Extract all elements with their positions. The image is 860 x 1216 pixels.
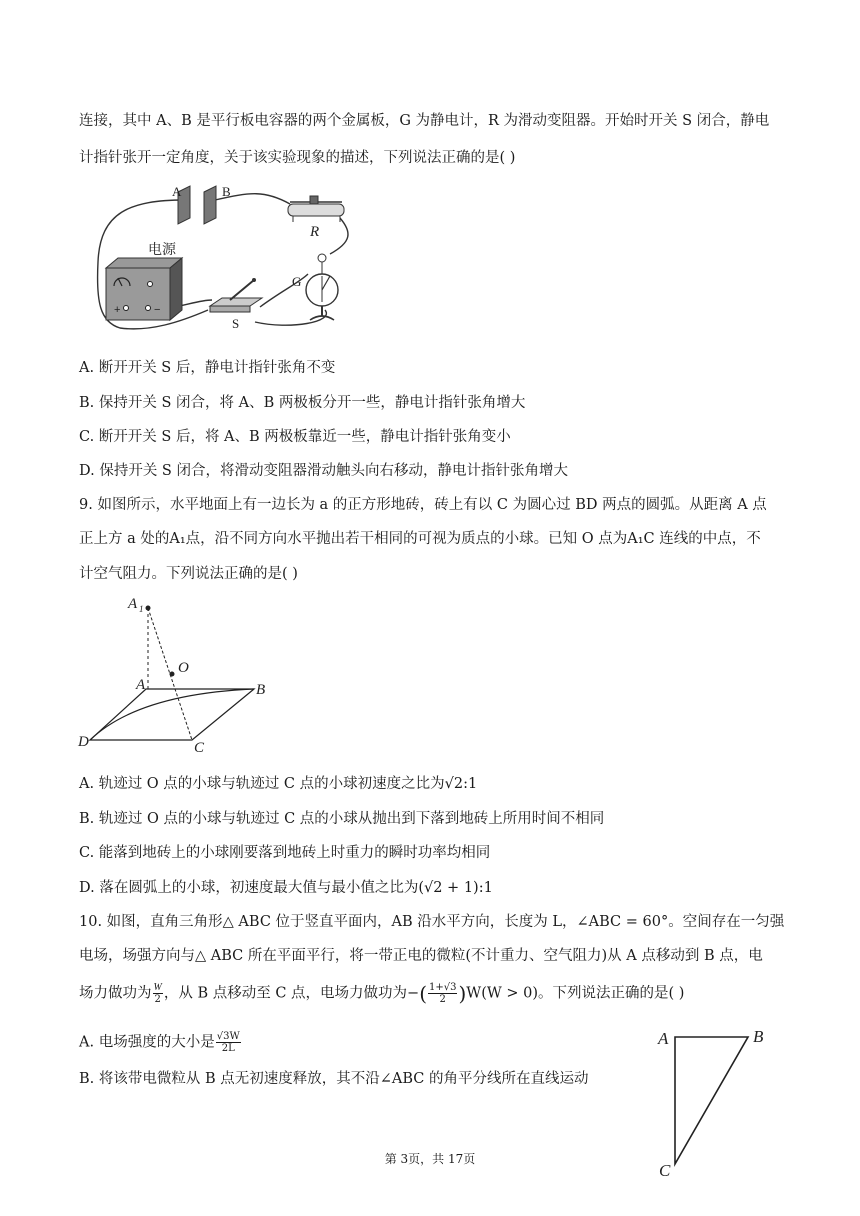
field-frac-num: √3W xyxy=(216,1031,240,1042)
q9-option-c: C. 能落到地砖上的小球刚要落到地砖上时重力的瞬时功率均相同 xyxy=(79,845,491,861)
frac-num: W xyxy=(153,982,162,993)
q8-option-b: B. 保持开关 S 闭合，将 A、B 两极板分开一些，静电计指针张角增大 xyxy=(79,395,526,411)
q9-option-a: A. 轨迹过 O 点的小球与轨迹过 C 点的小球初速度之比为√2:1 xyxy=(79,776,478,792)
label-r: R xyxy=(310,224,320,240)
q8-option-a: A. 断开开关 S 后，静电计指针张角不变 xyxy=(79,360,336,376)
tile-outline xyxy=(90,689,254,740)
q10-line3-part-a: 场力做功为 xyxy=(79,985,152,1002)
label-b: B xyxy=(256,682,266,698)
q10-stem-line-2: 电场，场强方向与△ ABC 所在平面平行，将一带正电的微粒(不计重力、空气阻力)从 A 点移动到 B 点，电 xyxy=(79,948,763,964)
q10-line3-part-b: ，从 B 点移动至 C 点，电场力做功为− xyxy=(163,985,420,1002)
switch-s xyxy=(210,278,262,312)
label-s: S xyxy=(232,316,240,331)
q9-option-d: D. 落在圆弧上的小球，初速度最大值与最小值之比为(√2 + 1):1 xyxy=(79,880,493,896)
rheostat xyxy=(288,196,344,222)
q8-stem-line-2: 计指针张开一定角度，关于该实验现象的描述，下列说法正确的是( ) xyxy=(79,150,516,166)
q10-stem-line-3: 场力做功为 $\frac{W}{2}$ ，从 B 点移动至 C 点，电场力做功为−( $\frac{1+√3}{2}$ )W(W > 0)。下列说法正确的是( ) xyxy=(79,981,685,1006)
q9-figure xyxy=(78,596,278,756)
label-b: B xyxy=(222,184,231,199)
q10-option-a xyxy=(79,1031,242,1054)
label-a: A xyxy=(136,677,146,693)
label-g: G xyxy=(292,274,302,289)
label-plus: + xyxy=(114,304,121,316)
q9-stem-line-1: 9. 如图所示，水平地面上有一边长为 a 的正方形地砖，砖上有以 C 为圆心过 BD 两点的圆弧。从距离 A 点 xyxy=(79,497,767,513)
label-a1-sub: 1 xyxy=(139,604,144,614)
fraction-field-strength xyxy=(216,1031,241,1054)
label-o: O xyxy=(178,660,189,676)
label-d: D xyxy=(78,734,89,750)
label-c: C xyxy=(194,740,205,756)
q10-option-b: B. 将该带电微粒从 B 点无初速度释放，其不沿∠ABC 的角平分线所在直线运动 xyxy=(79,1071,589,1087)
q8-stem-line-1: 连接，其中 A、B 是平行板电容器的两个金属板，G 为静电计，R 为滑动变阻器。开始时开关 S 闭合，静电 xyxy=(79,113,770,129)
frac2-num: 1+√3 xyxy=(429,982,457,993)
fraction-1-plus-root3-over-2 xyxy=(428,982,457,1005)
q9-stem-line-2: 正上方 a 处的A₁点，沿不同方向水平抛出若干相同的可视为质点的小球。已知 O 点为A₁C 连线的中点，不 xyxy=(79,531,761,547)
capacitor-circuit-figure xyxy=(90,182,370,342)
q9-option-b: B. 轨迹过 O 点的小球与轨迹过 C 点的小球从抛出到下落到地砖上所用时间不相同 xyxy=(79,811,605,827)
field-frac-den: 2L xyxy=(221,1043,235,1054)
frac-den: 2 xyxy=(154,994,161,1005)
q8-option-c: C. 断开开关 S 后，将 A、B 两极板靠近一些，静电计指针张角变小 xyxy=(79,429,511,445)
label-a1: A xyxy=(128,596,138,612)
label-b: B xyxy=(753,1027,764,1046)
label-power: 电源 xyxy=(148,242,176,258)
label-a: A xyxy=(658,1029,669,1048)
label-minus: − xyxy=(154,304,161,316)
plate-b xyxy=(204,186,216,224)
q8-option-d: D. 保持开关 S 闭合，将滑动变阻器滑动触头向右移动，静电计指针张角增大 xyxy=(79,463,568,479)
label-c: C xyxy=(659,1161,671,1180)
triangle-abc xyxy=(675,1037,748,1164)
frac2-den: 2 xyxy=(439,994,446,1005)
point-o xyxy=(170,672,175,677)
q10-option-a-prefix: A. 电场强度的大小是 xyxy=(79,1034,215,1051)
wire-r-to-g xyxy=(330,218,348,254)
fraction-w-over-2 xyxy=(153,982,163,1005)
electrometer-g xyxy=(306,254,338,320)
arc-bd xyxy=(90,689,254,740)
page-footer: 第 3页，共 17页 xyxy=(384,1152,476,1166)
q10-stem-line-1: 10. 如图，直角三角形△ ABC 位于竖直平面内，AB 沿水平方向，长度为 L，∠ABC = 60°。空间存在一匀强 xyxy=(79,914,785,930)
point-a1 xyxy=(146,606,151,611)
q9-stem-line-3: 计空气阻力。下列说法正确的是( ) xyxy=(79,566,298,582)
q10-line3-part-c: W(W > 0)。下列说法正确的是( ) xyxy=(466,985,685,1002)
label-a: A xyxy=(172,184,182,199)
